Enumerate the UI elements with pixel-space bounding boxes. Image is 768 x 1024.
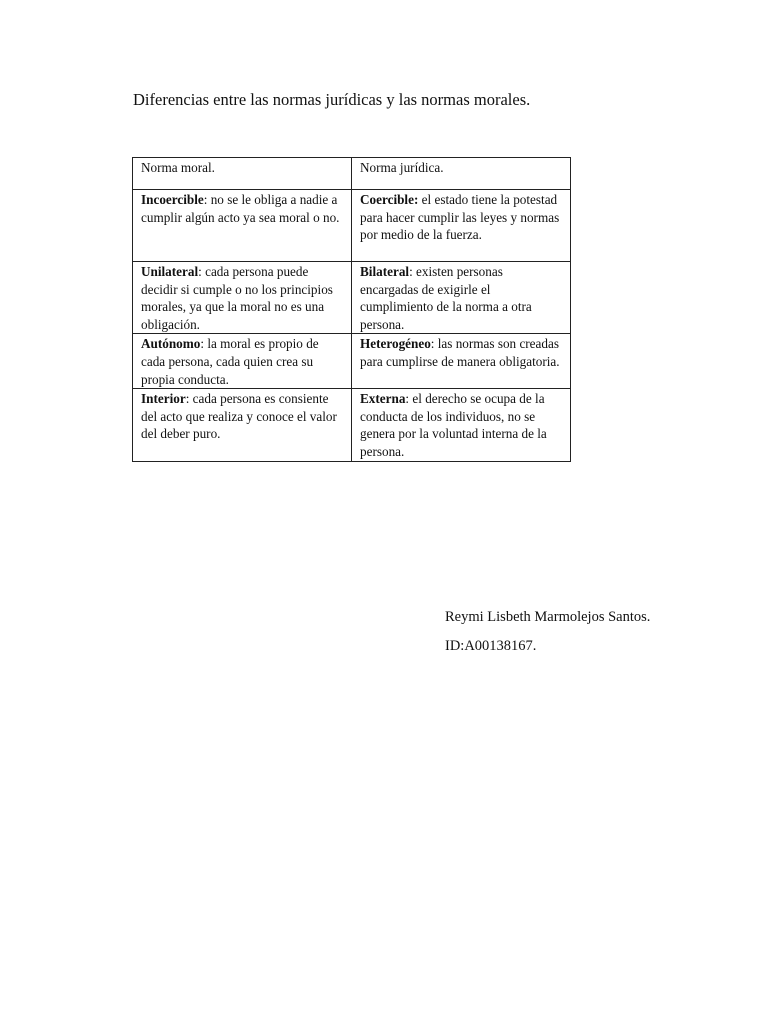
cell-juridica [352,262,571,334]
cell-juridica [352,389,571,462]
author-id: ID:A00138167. [445,638,537,654]
term-description: el estado tiene la potestad para hacer cumplir las leyes y normas por medio de la fuerza. [360,192,560,243]
table-row [133,334,571,389]
term-label: Interior [141,391,186,407]
term-label: Unilateral [141,264,199,279]
term-description: : cada persona puede decidir si cumple o no los principios morales, ya que la moral no es una obligación. [141,264,333,332]
term-description: : cada persona es consiente del acto que realiza y conoce el valor del deber puro. [141,391,337,442]
cell-juridica [352,190,571,262]
term-label: Heterogéneo [360,336,431,352]
author-name: Reymi Lisbeth Marmolejos Santos. [445,609,651,625]
table-header-row [133,158,571,190]
table-row [133,389,571,462]
term-label: Externa [360,391,406,407]
header-norma-moral: Norma moral. [133,158,352,190]
term-label: Coercible: [360,192,419,207]
term-description: : el derecho se ocupa de la conducta de los individuos, no se genera por la voluntad interna de la persona. [360,391,547,459]
cell-moral [133,262,352,334]
cell-moral [133,190,352,262]
cell-juridica [352,334,571,389]
term-label: Bilateral [360,264,410,279]
term-label: Incoercible [141,192,204,207]
term-label: Autónomo [141,336,201,352]
table-row [133,190,571,262]
term-description: : las normas son creadas para cumplirse de manera obligatoria. [360,336,560,369]
page-title: Diferencias entre las normas jurídicas y las normas morales. [133,90,531,109]
cell-moral [133,389,352,462]
header-norma-juridica: Norma jurídica. [352,158,571,190]
term-description: : no se le obliga a nadie a cumplir algún acto ya sea moral o no. [141,192,340,225]
cell-moral [133,334,352,389]
table-row [133,262,571,334]
term-description: : existen personas encargadas de exigirle el cumplimiento de la norma a otra persona. [360,264,532,332]
norms-comparison-table [132,157,571,462]
term-description: : la moral es propio de cada persona, cada quien crea su propia conducta. [141,336,319,387]
